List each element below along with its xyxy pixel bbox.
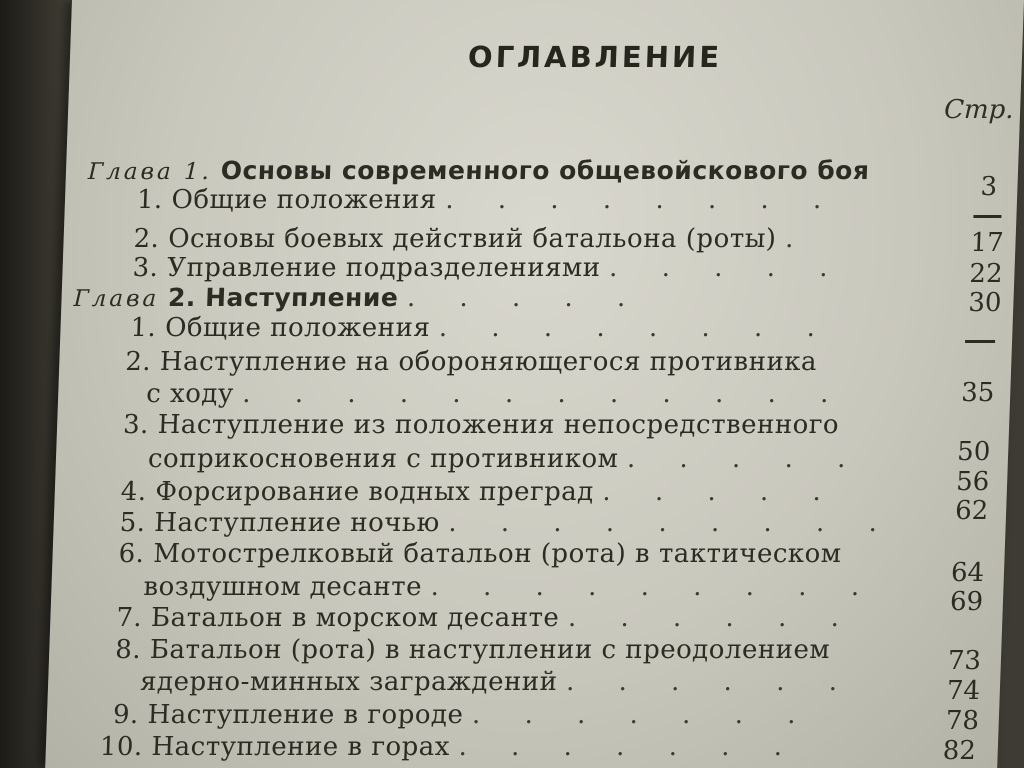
toc-item-text: 2. Наступление на обороняющегося противника — [124, 347, 818, 377]
leader-dots: . . . . . . — [565, 667, 856, 697]
toc-item-1-3-page: 22 — [968, 259, 1004, 289]
leader-dots: . — [784, 224, 813, 254]
page-title: ОГЛАВЛЕНИЕ — [467, 40, 723, 74]
toc-item-2-3-page: 50 — [956, 437, 991, 467]
leader-dots: . . . . . — [602, 477, 840, 507]
page-column-header: Стр. — [943, 95, 1015, 125]
toc-item-text: 3. Управление подразделениями — [132, 253, 602, 283]
toc-item-2-2-cont — [146, 379, 847, 409]
chapter-1-prefix: Глава 1. — [87, 159, 213, 185]
toc-item-2-2 — [125, 347, 818, 377]
toc-item-text: 4. Форсирование водных преград — [120, 477, 595, 507]
toc-item-2-3-cont — [147, 444, 864, 474]
leader-dots: . . . . . . . . — [438, 313, 834, 343]
leader-dots: . . . . . . . . . . . . — [241, 379, 848, 409]
chapter-1-heading — [88, 156, 870, 186]
toc-item-2-5 — [119, 508, 895, 538]
toc-item-2-4-page: 56 — [955, 467, 990, 497]
toc-item-2-3 — [123, 410, 840, 440]
toc-item-2-9-page: 74 — [946, 676, 981, 706]
leader-dots: . . . . . — [406, 283, 645, 313]
toc-item-text: с ходу — [145, 379, 235, 409]
toc-item-2-10-page: 78 — [945, 706, 980, 736]
toc-item-2-6-page: 64 — [950, 558, 985, 588]
toc-item-2-6-cont — [143, 572, 878, 602]
toc-item-text: 9. Наступление в городе — [112, 700, 464, 730]
leader-dots: . . . . . — [608, 253, 847, 283]
leader-dots: . . . . . . . — [458, 732, 801, 762]
toc-item-text: 1. Общие положения — [136, 185, 438, 215]
toc-item-2-9 — [113, 700, 815, 730]
toc-item-2-10 — [99, 732, 800, 762]
toc-item-2-1 — [130, 313, 834, 343]
toc-item-1-3 — [132, 253, 846, 283]
chapter-2-prefix: Глава — [73, 286, 160, 312]
toc-item-1-2-page: 17 — [969, 228, 1005, 258]
leader-dots: . . . . . . — [567, 603, 858, 633]
leader-dots: . . . . . — [626, 444, 865, 474]
toc-item-2-8-page: 73 — [947, 646, 982, 676]
leader-dots: . . . . . . . . — [444, 185, 841, 215]
toc-item-1-2 — [133, 224, 812, 254]
toc-item-2-8 — [115, 635, 831, 665]
leader-dots: . . . . . . . . . — [447, 508, 896, 538]
toc-item-2-2-page: 35 — [960, 378, 995, 408]
leader-dots: . . . . . . . — [471, 700, 815, 730]
toc-item-text: 5. Наступление ночью — [119, 508, 441, 538]
chapter-1-title: Основы современного общевойскового боя — [220, 156, 870, 185]
leader-dots: . . . . . . . . . — [430, 572, 878, 602]
chapter-2-title: 2. Наступление — [167, 283, 399, 312]
toc-item-1-1 — [136, 185, 840, 215]
toc-item-2-1-page — [965, 340, 995, 343]
toc-item-2-7-page: 69 — [949, 587, 984, 617]
toc-item-2-8-cont — [140, 667, 856, 697]
toc-item-text: соприкосновения с противником — [147, 444, 619, 474]
toc-item-text: 1. Общие положения — [130, 313, 431, 343]
chapter-1-page: 3 — [979, 172, 998, 202]
book-page — [45, 0, 1024, 768]
toc-item-2-5-page: 62 — [954, 496, 989, 526]
toc-item-1-1-page — [973, 215, 1001, 218]
chapter-2-heading — [73, 283, 644, 313]
toc-item-text: 6. Мотострелковый батальон (рота) в тактическом — [118, 539, 843, 569]
toc-item-text: 10. Наступление в горах — [99, 732, 451, 762]
chapter-2-page: 30 — [967, 288, 1003, 318]
toc-item-text: 2. Основы боевых действий батальона (роты) — [133, 224, 778, 254]
toc-item-text: 3. Наступление из положения непосредственного — [122, 410, 840, 440]
toc-item-2-4 — [120, 477, 839, 507]
toc-item-2-6 — [118, 539, 842, 569]
toc-item-text: ядерно-минных заграждений — [139, 667, 559, 697]
toc-item-extra-page: 82 — [942, 736, 977, 766]
toc-item-2-7 — [116, 603, 858, 633]
toc-item-text: 8. Батальон (рота) в наступлении с преодолением — [114, 635, 831, 665]
toc-item-text: воздушном десанте — [142, 572, 423, 602]
toc-item-text: 7. Батальон в морском десанте — [115, 603, 560, 633]
